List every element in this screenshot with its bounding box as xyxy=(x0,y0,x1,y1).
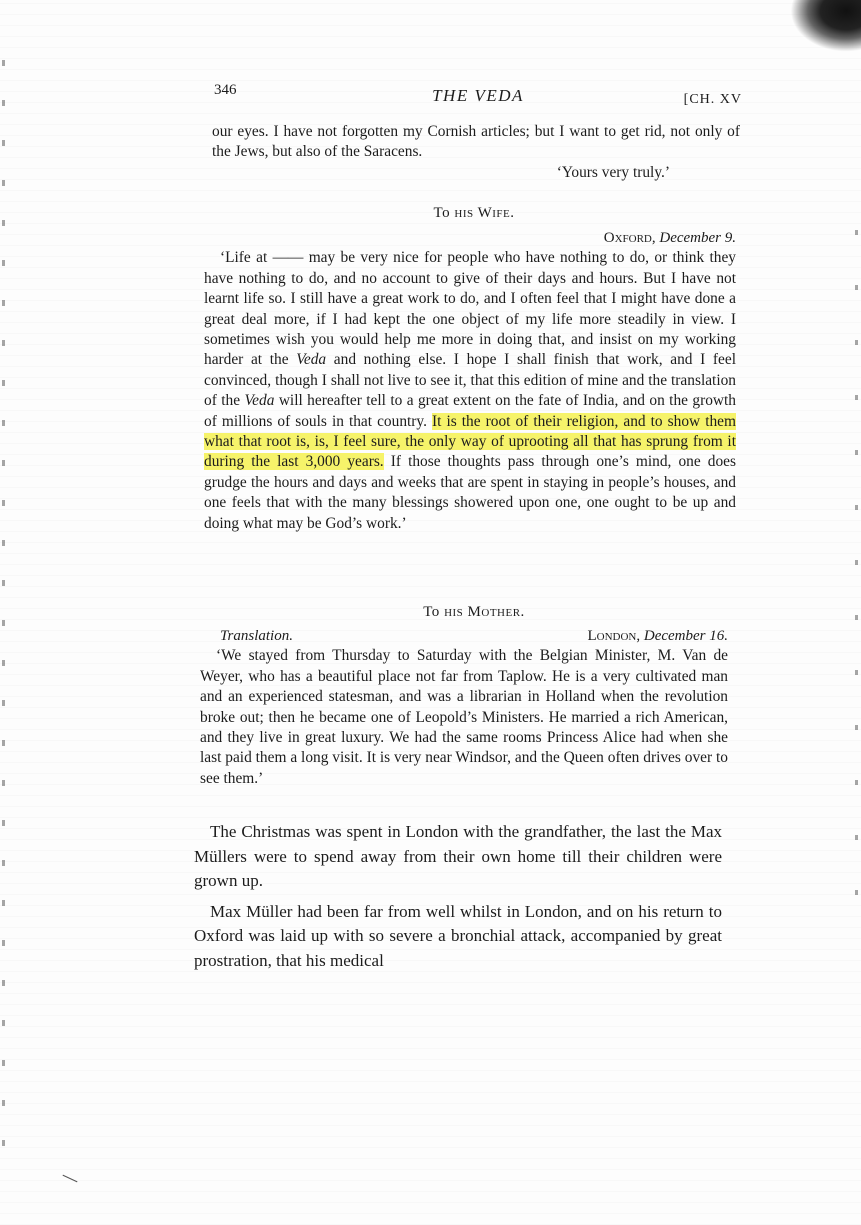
letter-mother-body: ‘We stayed from Thursday to Saturday with the Belgian Minister, M. Van de Weyer, who has a beautiful place not far from Taplow. He is a very cultivated man and an experienced statesman, and was a librarian in Holland when the revolution broke out; then he became one of Leopold’s Ministers. He married a rich American, and they live in great luxury. We had the same rooms Princess Alice had when she last paid them a long visit. It is very near Windsor, and the Queen often drives over to see them.’ xyxy=(200,647,728,787)
letter-to-wife xyxy=(204,228,736,534)
place-oxford: Oxford, xyxy=(603,230,656,246)
heading-to-wife: To his Wife. xyxy=(433,205,515,221)
date-december-9: December 9. xyxy=(659,230,736,246)
right-edge-marks xyxy=(855,230,858,930)
chapter-label: [CH. XV xyxy=(683,92,742,107)
intro-signoff: ‘Yours very truly.’ xyxy=(556,163,670,181)
page-number: 346 xyxy=(214,82,237,98)
intro-block xyxy=(212,122,740,183)
narrative-block xyxy=(194,820,722,973)
running-title: THE VEDA xyxy=(432,86,524,105)
dateline-wife xyxy=(204,228,736,248)
intro-text: our eyes. I have not forgotten my Cornish articles; but I want to get rid, not only of the Jews, but also of the Saracens. xyxy=(212,123,740,161)
heading-to-mother: To his Mother. xyxy=(423,604,525,620)
stray-mark xyxy=(63,1175,78,1183)
letter-to-mother xyxy=(200,626,728,789)
highlighted-passage: It is the root of their religion, and to show them what that root is, is, I feel sure, the only way of uprooting all that has sprung from it during the last 3,000 years. xyxy=(204,412,736,471)
place-london: London, xyxy=(587,628,641,644)
dateline-mother xyxy=(200,626,728,646)
translation-label: Translation. xyxy=(220,628,293,644)
narrative-paragraph-2: Max Müller had been far from well whilst in London, and on his return to Oxford was laid up with so severe a bronchial attack, accompanied by great prostration, that his medical xyxy=(194,901,722,970)
narrative-paragraph-1: The Christmas was spent in London with the grandfather, the last the Max Müllers were to spend away from their own home till their children were grown up. xyxy=(194,822,722,890)
page-header xyxy=(214,82,742,108)
date-december-16: December 16. xyxy=(643,628,728,644)
letter-wife-body: ‘Life at —— may be very nice for people who have nothing to do, or think they have nothing to do, and no account to give of their days and hours. But I have not learnt life so. I still have a great work to do, and I often feel that I might have done a great deal more, if I had kept the one object of my life more steadily in view. I sometimes wish you would help me more in doing that, and insist on my working harder at the Veda and nothing else. I hope I shall finish that work, and I feel convinced, though I shall not live to see it, that this edition of mine and the translation of the Veda will hereafter tell to a great extent on the fate of India, and on the growth of millions of souls in that country. It is the root of their religion, and to show them what that root is, is, I feel sure, the only way of uprooting all that has sprung from it during the last 3,000 years. If those thoughts pass through one’s mind, one does grudge the hours and days and weeks that are spent in staying in people’s houses, and one feels that with the many blessings showered upon one, one ought to be up and doing what may be God’s work.’ xyxy=(204,249,736,532)
ink-blot xyxy=(786,0,861,55)
left-edge-marks xyxy=(2,60,5,1160)
